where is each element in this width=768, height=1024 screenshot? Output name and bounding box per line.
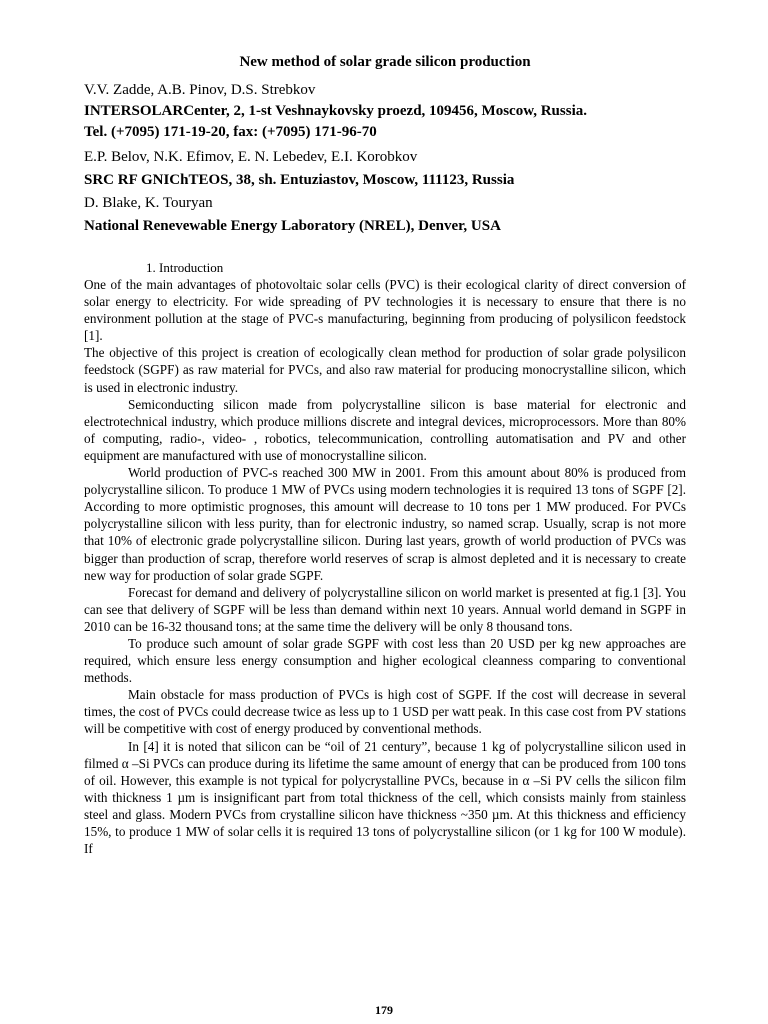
section-heading: 1. Introduction <box>146 260 224 275</box>
paper-title: New method of solar grade silicon production <box>239 54 531 70</box>
paragraph: The objective of this project is creation of ecologically clean method for production of solar grade polysilicon feedstock (SGPF) as raw material for PVCs, and also raw material for producing monocrystalline silicon, which is used in electronic industry. <box>84 345 686 395</box>
body-text <box>84 276 686 857</box>
paragraph: Main obstacle for mass production of PVCs is high cost of SGPF. If the cost will decrease in several times, the cost of PVCs could decrease twice as less up to 1 USD per watt peak. In this case cost from PV stations will be competitive with cost of energy produced by conventional methods. <box>84 687 686 737</box>
paragraph: Semiconducting silicon made from polycrystalline silicon is base material for electronic and electrotechnical industry, which produce millions discrete and integral devices, microprocessors. More than 80% of computing, radio-, video- , robotics, telecommunication, controlling automatisation and PV and other equipment are manufactured with use of monocrystalline silicon. <box>84 396 686 463</box>
affiliation-line-3: National Renevewable Energy Laboratory (NREL), Denver, USA <box>84 218 501 234</box>
page-number: 179 <box>375 1003 393 1017</box>
paragraph: Forecast for demand and delivery of polycrystalline silicon on world market is presented at fig.1 [3]. You can see that delivery of SGPF will be less than demand within next 10 years. Annual world demand in SGPF in 2010 can be 16-32 thousand tons; at the same time the delivery will be only 8 thousand tons. <box>84 584 686 634</box>
paragraph: One of the main advantages of photovoltaic solar cells (PVC) is their ecological clarity of direct conversion of solar energy to electricity. For wide spreading of PV technologies it is necessary to ensure that there is no environment pollution at the stage of PVC-s manufacturing, beginning from producing of polysilicon feedstock [1]. <box>84 277 686 344</box>
paragraph: To produce such amount of solar grade SGPF with cost less than 20 USD per kg new approaches are required, which ensure less energy consumption and higher ecological cleanness comparing to conventional methods. <box>84 635 686 686</box>
contact-line: Tel. (+7095) 171-19-20, fax: (+7095) 171-96-70 <box>84 124 377 140</box>
paragraph: In [4] it is noted that silicon can be “oil of 21 century”, because 1 kg of polycrystalline silicon used in filmed α –Si PVCs can produce during its lifetime the same amount of energy that can be produced from 100 tons of oil. However, this example is not typical for polycrystalline PVCs, because in α –Si PV cells the silicon film with thickness 1 µm is insignificant part from total thickness of the cell, which consists mainly from stainless steel and glass. Modern PVCs from crystalline silicon have thickness ~350 µm. At this thickness and efficiency 15%, to produce 1 MW of solar cells it is required 13 tons of polycrystalline silicon (or 1 kg for 100 W module). If <box>84 738 686 857</box>
page-content <box>84 52 686 857</box>
author-line-2: E.P. Belov, N.K. Efimov, E. N. Lebedev, E.I. Korobkov <box>84 149 418 165</box>
paragraph: World production of PVC-s reached 300 MW in 2001. From this amount about 80% is produced from polycrystalline silicon. To produce 1 MW of PVCs using modern technologies it is required 13 tons of SGPF [2]. According to more optimistic prognoses, this amount will decrease to 10 tons per 1 MW produced. For PVCs polycrystalline silicon with less purity, than for electronic industry, so named scrap. Usually, scrap is not more that 10% of electronic grade polycrystalline silicon. During last years, growth of world production of PVCs was bigger than production of scrap, therefore world reserves of scrap is almost depleted and it is necessary to create new way for production of solar grade SGPF. <box>84 465 686 583</box>
affiliation-line-1: INTERSOLARCenter, 2, 1-st Veshnaykovsky proezd, 109456, Moscow, Russia. <box>84 103 587 119</box>
affiliation-line-2: SRC RF GNIChTEOS, 38, sh. Entuziastov, Moscow, 111123, Russia <box>84 172 515 188</box>
author-line-3: D. Blake, K. Touryan <box>84 195 213 211</box>
author-line-1: V.V. Zadde, A.B. Pinov, D.S. Strebkov <box>84 82 316 98</box>
